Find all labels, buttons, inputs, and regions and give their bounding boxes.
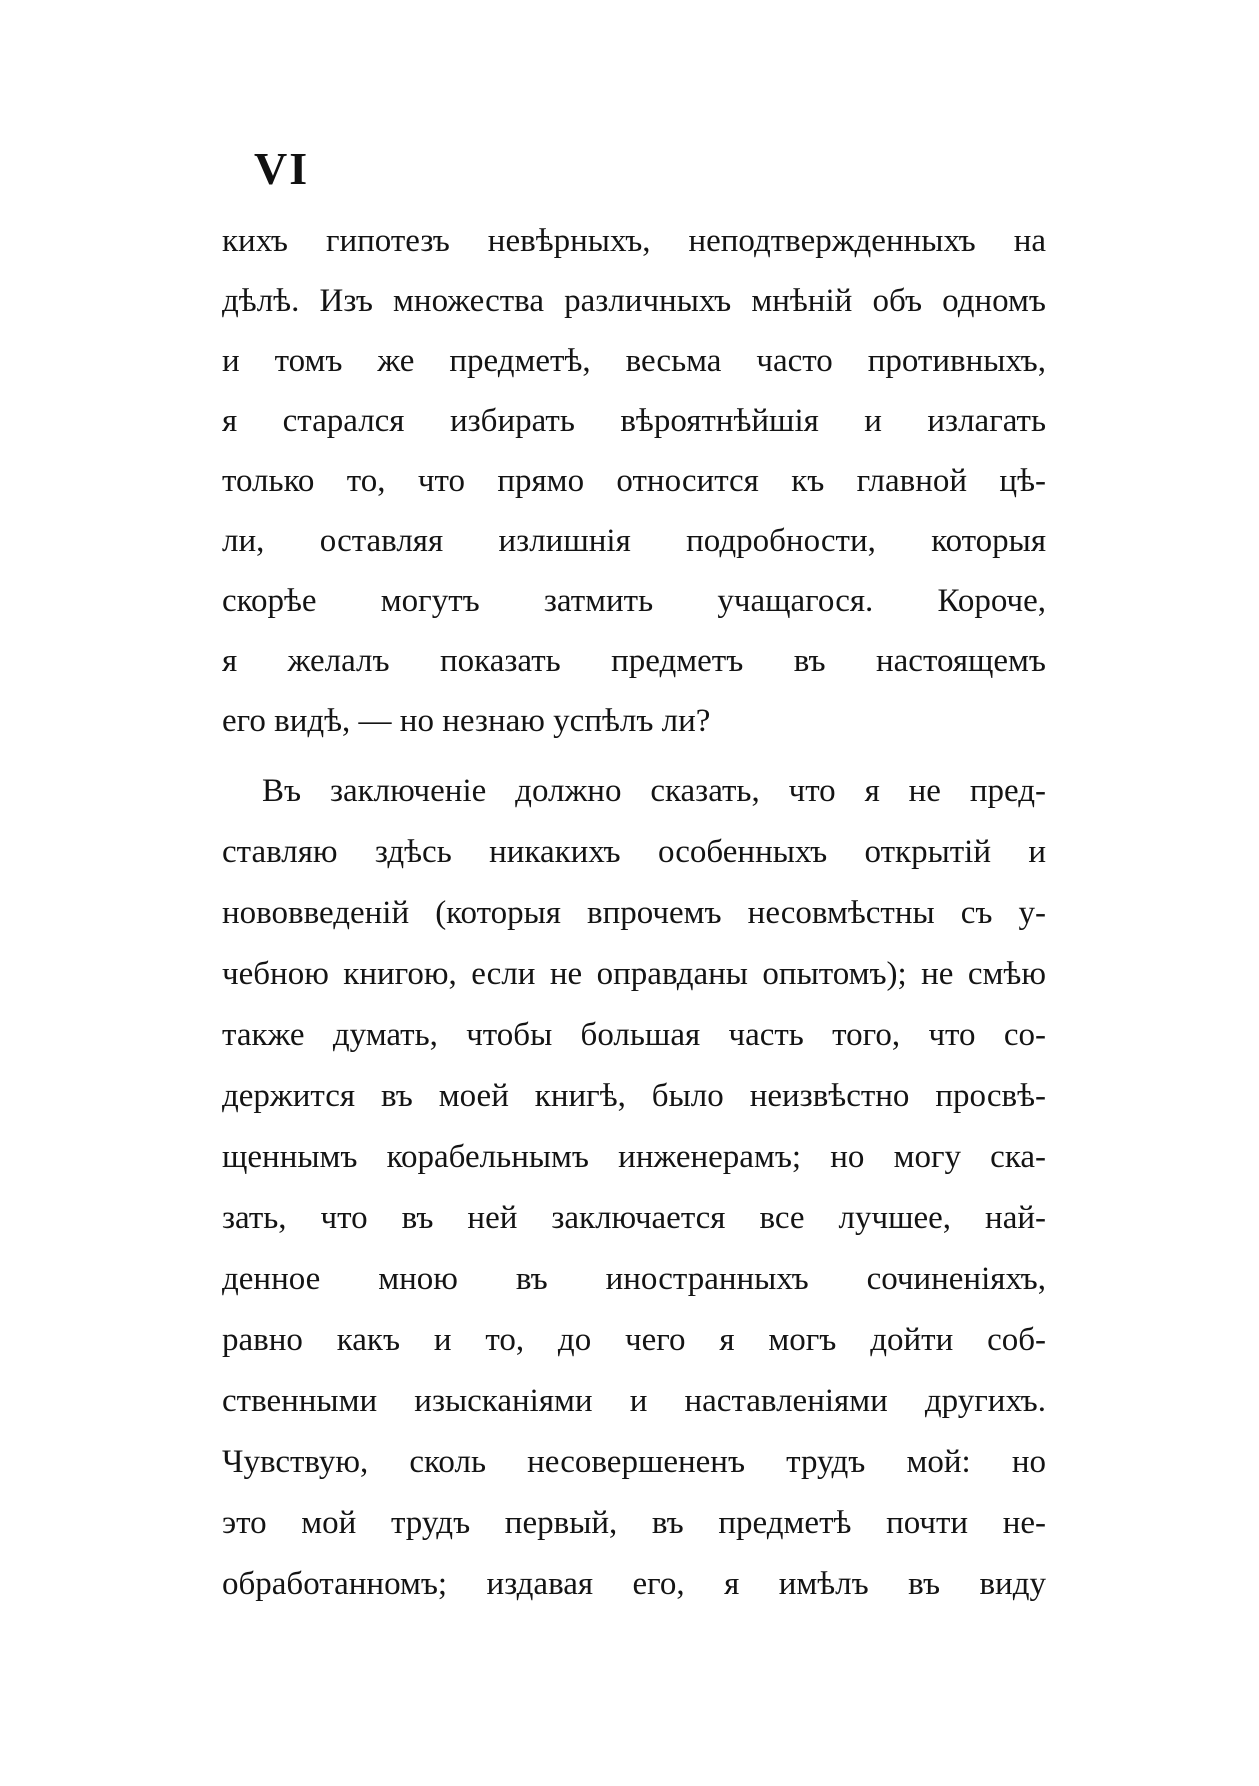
text-line: денное мною въ иностранныхъ сочиненіяхъ,	[222, 1261, 1046, 1297]
text-line: кихъ гипотезъ невѣрныхъ, неподтвержденныхъ на	[222, 223, 1046, 259]
text-line: только то, что прямо относится къ главной цѣ-	[222, 463, 1046, 499]
text-line: нововведеній (которыя впрочемъ несовмѣстны съ у-	[222, 895, 1046, 931]
text-line: скорѣе могутъ затмить учащагося. Короче,	[222, 583, 1046, 619]
text-line: я желалъ показать предметъ въ настоящемъ	[222, 643, 1046, 679]
text-line: я старался избирать вѣроятнѣйшія и излагать	[222, 403, 1046, 439]
text-line: ственными изысканіями и наставленіями другихъ.	[222, 1383, 1046, 1419]
text-line: зать, что въ ней заключается все лучшее, най-	[222, 1200, 1046, 1236]
text-line: равно какъ и то, до чего я могъ дойти соб-	[222, 1322, 1046, 1358]
text-line: его видѣ, — но незнаю успѣлъ ли?	[222, 703, 711, 739]
text-line: ставляю здѣсь никакихъ особенныхъ открытій и	[222, 834, 1046, 870]
text-line: дѣлѣ. Изъ множества различныхъ мнѣній объ одномъ	[222, 283, 1046, 319]
text-line: чебною книгою, если не оправданы опытомъ); не смѣю	[222, 956, 1046, 992]
text-line: ли, оставляя излишнія подробности, которыя	[222, 523, 1046, 559]
text-line: щеннымъ корабельнымъ инженерамъ; но могу ска-	[222, 1139, 1046, 1175]
text-line: держится въ моей книгѣ, было неизвѣстно просвѣ-	[222, 1078, 1046, 1114]
text-line: обработанномъ; издавая его, я имѣлъ въ виду	[222, 1566, 1046, 1602]
text-line: это мой трудъ первый, въ предметѣ почти не-	[222, 1505, 1046, 1541]
text-line: также думать, чтобы большая часть того, что со-	[222, 1017, 1046, 1053]
page-number: VI	[254, 143, 310, 194]
text-line: Въ заключеніе должно сказать, что я не пред-	[262, 773, 1046, 809]
text-line: и томъ же предметѣ, весьма часто противныхъ,	[222, 343, 1046, 379]
text-line: Чувствую, сколь несовершененъ трудъ мой: но	[222, 1444, 1046, 1480]
